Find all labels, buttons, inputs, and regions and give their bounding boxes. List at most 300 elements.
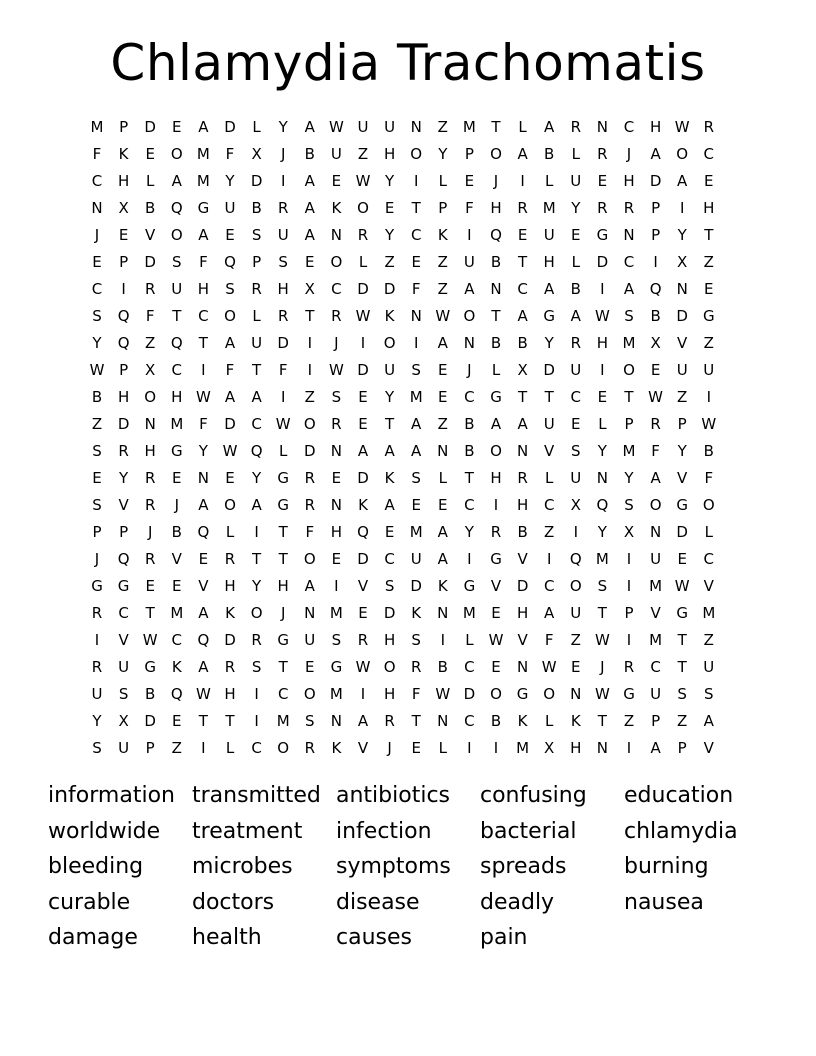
grid-letter: P: [464, 145, 474, 163]
grid-letter: K: [411, 604, 422, 622]
grid-letter: N: [330, 496, 342, 514]
grid-letter: T: [172, 307, 182, 325]
grid-letter: Z: [437, 118, 448, 136]
grid-letter: N: [304, 604, 316, 622]
grid-letter: B: [517, 523, 528, 541]
grid-letter: J: [174, 496, 180, 514]
grid-letter: C: [91, 172, 103, 190]
grid-letter: O: [224, 307, 236, 325]
grid-letter: R: [331, 415, 342, 433]
grid-letter: B: [91, 388, 103, 406]
grid-letter: T: [278, 658, 288, 676]
grid-letter: F: [305, 523, 315, 541]
grid-letter: W: [275, 415, 291, 433]
grid-letter: H: [703, 199, 715, 217]
grid-letter: N: [463, 334, 475, 352]
grid-letter: S: [225, 280, 235, 298]
grid-letter: X: [145, 361, 156, 379]
grid-letter: S: [571, 442, 581, 460]
grid-letter: E: [331, 469, 342, 487]
grid-letter: C: [623, 118, 635, 136]
grid-letter: G: [596, 226, 609, 244]
grid-letter: O: [250, 604, 263, 622]
grid-letter: G: [277, 496, 289, 514]
grid-letter: B: [490, 334, 502, 352]
grid-letter: T: [198, 334, 208, 352]
grid-letter: G: [197, 199, 210, 217]
grid-letter: G: [543, 307, 555, 325]
grid-letter: Z: [703, 253, 714, 271]
grid-row: [84, 195, 744, 222]
grid-letter: N: [330, 226, 342, 244]
grid-letter: H: [117, 172, 130, 190]
grid-letter: A: [544, 280, 555, 298]
grid-row: [84, 546, 744, 573]
grid-letter: R: [224, 550, 236, 568]
grid-letter: V: [517, 631, 528, 649]
grid-letter: R: [277, 307, 289, 325]
grid-letter: N: [516, 442, 529, 460]
word-list-item: burning: [624, 854, 709, 879]
word-list-item: antibiotics: [336, 783, 450, 808]
grid-letter: H: [490, 199, 502, 217]
grid-letter: W: [594, 631, 610, 649]
grid-letter: E: [358, 604, 368, 622]
grid-letter: I: [600, 280, 605, 298]
grid-letter: T: [518, 388, 528, 406]
grid-letter: Y: [119, 469, 129, 487]
grid-letter: D: [357, 280, 369, 298]
grid-letter: B: [251, 199, 262, 217]
grid-letter: V: [198, 577, 209, 595]
grid-letter: D: [410, 577, 422, 595]
grid-letter: I: [334, 577, 339, 595]
grid-letter: P: [438, 199, 448, 217]
grid-letter: V: [677, 469, 688, 487]
word-list-item: education: [624, 783, 734, 808]
grid-letter: G: [702, 307, 715, 325]
grid-row: [84, 222, 744, 249]
grid-letter: J: [600, 658, 605, 676]
grid-letter: Z: [384, 253, 395, 271]
grid-letter: D: [250, 172, 263, 190]
grid-letter: E: [650, 361, 661, 379]
grid-row: [84, 357, 744, 384]
grid-letter: N: [596, 469, 608, 487]
grid-letter: Y: [92, 334, 102, 352]
grid-letter: M: [622, 334, 636, 352]
grid-letter: U: [650, 550, 662, 568]
grid-letter: S: [624, 496, 634, 514]
grid-letter: C: [198, 307, 209, 325]
grid-letter: C: [331, 280, 342, 298]
grid-letter: H: [516, 604, 529, 622]
grid-letter: G: [170, 442, 183, 460]
word-list-item: infection: [336, 818, 432, 844]
grid-letter: S: [278, 253, 288, 271]
grid-letter: Q: [170, 334, 183, 352]
grid-letter: O: [649, 496, 662, 514]
grid-letter: A: [437, 523, 448, 541]
grid-letter: U: [91, 685, 103, 703]
grid-letter: B: [145, 685, 156, 703]
grid-letter: Y: [464, 523, 474, 541]
word-list-item: chlamydia: [624, 818, 738, 844]
grid-letter: G: [330, 658, 343, 676]
grid-letter: F: [199, 253, 208, 271]
grid-letter: A: [517, 307, 528, 325]
grid-letter: I: [467, 739, 472, 757]
grid-letter: A: [304, 226, 315, 244]
grid-letter: F: [199, 415, 208, 433]
grid-letter: G: [676, 604, 688, 622]
grid-letter: Z: [171, 739, 182, 757]
grid-letter: R: [304, 496, 316, 514]
grid-row: [84, 735, 744, 762]
grid-letter: F: [225, 145, 235, 163]
grid-letter: A: [251, 496, 262, 514]
grid-letter: R: [331, 307, 342, 325]
grid-letter: O: [623, 361, 635, 379]
grid-letter: J: [626, 145, 632, 163]
grid-letter: R: [384, 712, 395, 730]
grid-letter: E: [677, 550, 687, 568]
grid-letter: O: [676, 145, 689, 163]
grid-letter: P: [119, 361, 129, 379]
word-list-item: transmitted: [192, 783, 321, 808]
grid-letter: O: [463, 307, 476, 325]
grid-letter: B: [464, 415, 475, 433]
grid-letter: A: [304, 172, 315, 190]
grid-letter: T: [491, 118, 501, 136]
grid-letter: O: [383, 334, 396, 352]
grid-letter: S: [251, 226, 262, 244]
grid-letter: T: [252, 550, 262, 568]
grid-letter: V: [145, 226, 156, 244]
grid-letter: H: [516, 496, 529, 514]
grid-letter: I: [679, 199, 685, 217]
grid-letter: L: [545, 469, 554, 487]
grid-letter: O: [303, 550, 316, 568]
grid-letter: Y: [385, 226, 395, 244]
grid-letter: P: [145, 739, 155, 757]
grid-letter: M: [702, 604, 716, 622]
grid-letter: R: [118, 442, 129, 460]
grid-letter: S: [92, 496, 102, 514]
grid-letter: Y: [252, 577, 262, 595]
grid-letter: N: [490, 280, 502, 298]
grid-row: [84, 411, 744, 438]
grid-letter: V: [118, 631, 129, 649]
word-list-item: symptoms: [336, 854, 451, 879]
grid-letter: E: [438, 361, 448, 379]
grid-letter: K: [384, 469, 395, 487]
grid-letter: E: [384, 199, 395, 217]
grid-letter: S: [624, 307, 634, 325]
grid-letter: D: [516, 577, 529, 595]
grid-letter: S: [251, 658, 262, 676]
grid-letter: L: [225, 739, 235, 757]
grid-letter: Q: [117, 307, 130, 325]
grid-letter: B: [304, 145, 315, 163]
word-list-item: curable: [48, 889, 131, 915]
grid-letter: X: [677, 253, 688, 271]
grid-letter: E: [491, 604, 501, 622]
grid-letter: E: [384, 523, 395, 541]
grid-row: [84, 708, 744, 735]
grid-letter: Q: [197, 631, 210, 649]
grid-letter: W: [142, 631, 158, 649]
grid-letter: O: [303, 415, 316, 433]
grid-letter: Y: [677, 442, 687, 460]
grid-letter: L: [438, 739, 447, 757]
grid-letter: K: [358, 496, 368, 514]
grid-letter: H: [649, 118, 662, 136]
grid-letter: D: [596, 253, 609, 271]
grid-letter: I: [413, 172, 419, 190]
grid-letter: I: [201, 361, 206, 379]
grid-letter: C: [171, 361, 183, 379]
grid-letter: F: [544, 631, 554, 649]
word-list-item: worldwide: [48, 818, 161, 844]
grid-letter: Y: [385, 388, 395, 406]
grid-letter: G: [277, 631, 289, 649]
grid-letter: A: [224, 388, 236, 406]
grid-letter: B: [490, 712, 502, 730]
grid-letter: W: [594, 307, 610, 325]
grid-letter: P: [119, 253, 129, 271]
grid-letter: C: [410, 226, 422, 244]
grid-letter: T: [677, 631, 687, 649]
grid-letter: R: [517, 469, 528, 487]
grid-letter: L: [704, 523, 713, 541]
grid-letter: P: [119, 523, 129, 541]
grid-letter: R: [144, 280, 156, 298]
grid-letter: Y: [597, 523, 607, 541]
grid-letter: E: [571, 226, 581, 244]
grid-letter: S: [411, 361, 421, 379]
grid-letter: C: [517, 280, 528, 298]
grid-row: [84, 600, 744, 627]
grid-letter: V: [703, 739, 714, 757]
word-list-item: disease: [336, 889, 420, 915]
grid-letter: I: [254, 712, 259, 730]
grid-letter: Q: [490, 226, 502, 244]
grid-letter: F: [411, 685, 421, 703]
grid-letter: U: [277, 226, 289, 244]
grid-letter: R: [251, 280, 262, 298]
grid-letter: L: [465, 631, 474, 649]
grid-letter: M: [462, 118, 476, 136]
grid-letter: C: [570, 388, 582, 406]
grid-letter: C: [91, 280, 103, 298]
grid-letter: D: [383, 280, 396, 298]
grid-letter: Y: [597, 442, 607, 460]
grid-letter: S: [704, 685, 714, 703]
grid-letter: A: [411, 442, 422, 460]
grid-letter: A: [198, 604, 209, 622]
grid-letter: O: [490, 442, 502, 460]
grid-letter: H: [224, 685, 236, 703]
grid-letter: Y: [571, 199, 581, 217]
grid-letter: Z: [91, 415, 103, 433]
grid-letter: S: [118, 685, 129, 703]
grid-letter: Y: [544, 334, 554, 352]
grid-letter: R: [224, 658, 236, 676]
grid-letter: I: [493, 496, 499, 514]
grid-letter: D: [277, 334, 289, 352]
grid-letter: E: [145, 145, 155, 163]
grid-letter: M: [516, 739, 530, 757]
grid-letter: F: [465, 199, 474, 217]
grid-letter: N: [437, 604, 449, 622]
grid-letter: R: [304, 739, 316, 757]
grid-letter: N: [623, 226, 635, 244]
grid-letter: C: [464, 496, 475, 514]
grid-letter: U: [463, 253, 475, 271]
grid-letter: R: [623, 199, 635, 217]
grid-letter: B: [517, 334, 528, 352]
grid-letter: P: [252, 253, 262, 271]
grid-letter: R: [597, 199, 608, 217]
grid-letter: A: [544, 118, 555, 136]
grid-letter: Q: [117, 334, 130, 352]
grid-letter: A: [677, 172, 688, 190]
grid-row: [84, 627, 744, 654]
grid-letter: F: [704, 469, 714, 487]
grid-letter: Y: [385, 172, 395, 190]
word-list-item: doctors: [192, 889, 275, 915]
grid-letter: O: [543, 685, 556, 703]
grid-letter: K: [517, 712, 528, 730]
word-list-item: deadly: [480, 889, 555, 915]
grid-letter: L: [225, 523, 235, 541]
grid-letter: R: [597, 145, 608, 163]
grid-letter: X: [118, 712, 129, 730]
grid-letter: B: [171, 523, 182, 541]
grid-letter: E: [597, 172, 608, 190]
grid-letter: W: [355, 172, 371, 190]
grid-letter: J: [467, 361, 472, 379]
grid-letter: D: [676, 523, 688, 541]
grid-letter: I: [626, 550, 632, 568]
grid-letter: A: [198, 118, 209, 136]
grid-letter: R: [703, 118, 715, 136]
grid-letter: A: [464, 280, 475, 298]
grid-letter: E: [118, 226, 129, 244]
grid-letter: Z: [677, 388, 688, 406]
grid-letter: Y: [225, 172, 235, 190]
grid-letter: P: [677, 415, 687, 433]
grid-letter: L: [438, 172, 447, 190]
grid-letter: Q: [224, 253, 236, 271]
grid-letter: U: [570, 361, 582, 379]
grid-letter: Q: [250, 442, 263, 460]
grid-letter: I: [254, 685, 259, 703]
grid-letter: L: [252, 307, 261, 325]
grid-letter: N: [144, 415, 156, 433]
grid-letter: C: [384, 550, 395, 568]
grid-letter: E: [172, 118, 182, 136]
grid-letter: Q: [117, 550, 130, 568]
grid-letter: P: [677, 739, 687, 757]
grid-letter: D: [543, 361, 555, 379]
grid-letter: A: [384, 496, 395, 514]
grid-letter: V: [490, 577, 502, 595]
grid-letter: Z: [677, 712, 688, 730]
grid-letter: D: [117, 415, 130, 433]
grid-letter: E: [331, 550, 342, 568]
grid-letter: U: [224, 199, 236, 217]
grid-letter: A: [570, 307, 581, 325]
grid-letter: M: [462, 604, 476, 622]
grid-letter: V: [171, 550, 182, 568]
grid-letter: O: [144, 388, 157, 406]
grid-letter: F: [225, 361, 235, 379]
grid-letter: E: [704, 280, 714, 298]
grid-letter: C: [623, 253, 635, 271]
grid-letter: E: [305, 658, 315, 676]
grid-letter: T: [704, 226, 714, 244]
grid-letter: Y: [278, 118, 288, 136]
grid-letter: H: [596, 334, 609, 352]
grid-letter: D: [224, 415, 236, 433]
grid-letter: O: [357, 199, 369, 217]
grid-letter: A: [703, 712, 714, 730]
grid-letter: L: [491, 361, 501, 379]
grid-letter: U: [410, 550, 422, 568]
grid-letter: M: [170, 415, 184, 433]
grid-letter: P: [651, 199, 661, 217]
grid-letter: R: [91, 658, 103, 676]
grid-letter: I: [280, 388, 286, 406]
grid-letter: Z: [145, 334, 156, 352]
grid-letter: M: [276, 712, 290, 730]
grid-letter: N: [410, 118, 422, 136]
grid-letter: L: [571, 253, 580, 271]
grid-letter: E: [331, 172, 342, 190]
grid-letter: I: [600, 361, 605, 379]
grid-letter: Q: [170, 685, 183, 703]
grid-letter: K: [437, 226, 448, 244]
word-list-item: information: [48, 783, 175, 808]
grid-letter: L: [545, 172, 554, 190]
grid-letter: G: [277, 469, 289, 487]
grid-letter: P: [651, 226, 661, 244]
grid-letter: Y: [677, 226, 687, 244]
grid-row: [84, 249, 744, 276]
grid-letter: M: [409, 523, 423, 541]
grid-letter: D: [144, 712, 156, 730]
grid-letter: A: [544, 604, 555, 622]
grid-letter: T: [624, 388, 634, 406]
grid-letter: I: [360, 685, 366, 703]
grid-letter: O: [410, 145, 423, 163]
grid-letter: R: [277, 199, 289, 217]
grid-letter: N: [596, 739, 608, 757]
grid-letter: T: [677, 658, 687, 676]
grid-letter: B: [464, 442, 475, 460]
grid-letter: R: [490, 523, 502, 541]
grid-letter: I: [254, 523, 259, 541]
grid-letter: M: [329, 604, 343, 622]
grid-letter: R: [650, 415, 661, 433]
grid-letter: E: [172, 577, 182, 595]
grid-letter: I: [626, 739, 632, 757]
grid-letter: J: [334, 334, 339, 352]
grid-letter: N: [437, 442, 449, 460]
grid-letter: T: [278, 523, 288, 541]
